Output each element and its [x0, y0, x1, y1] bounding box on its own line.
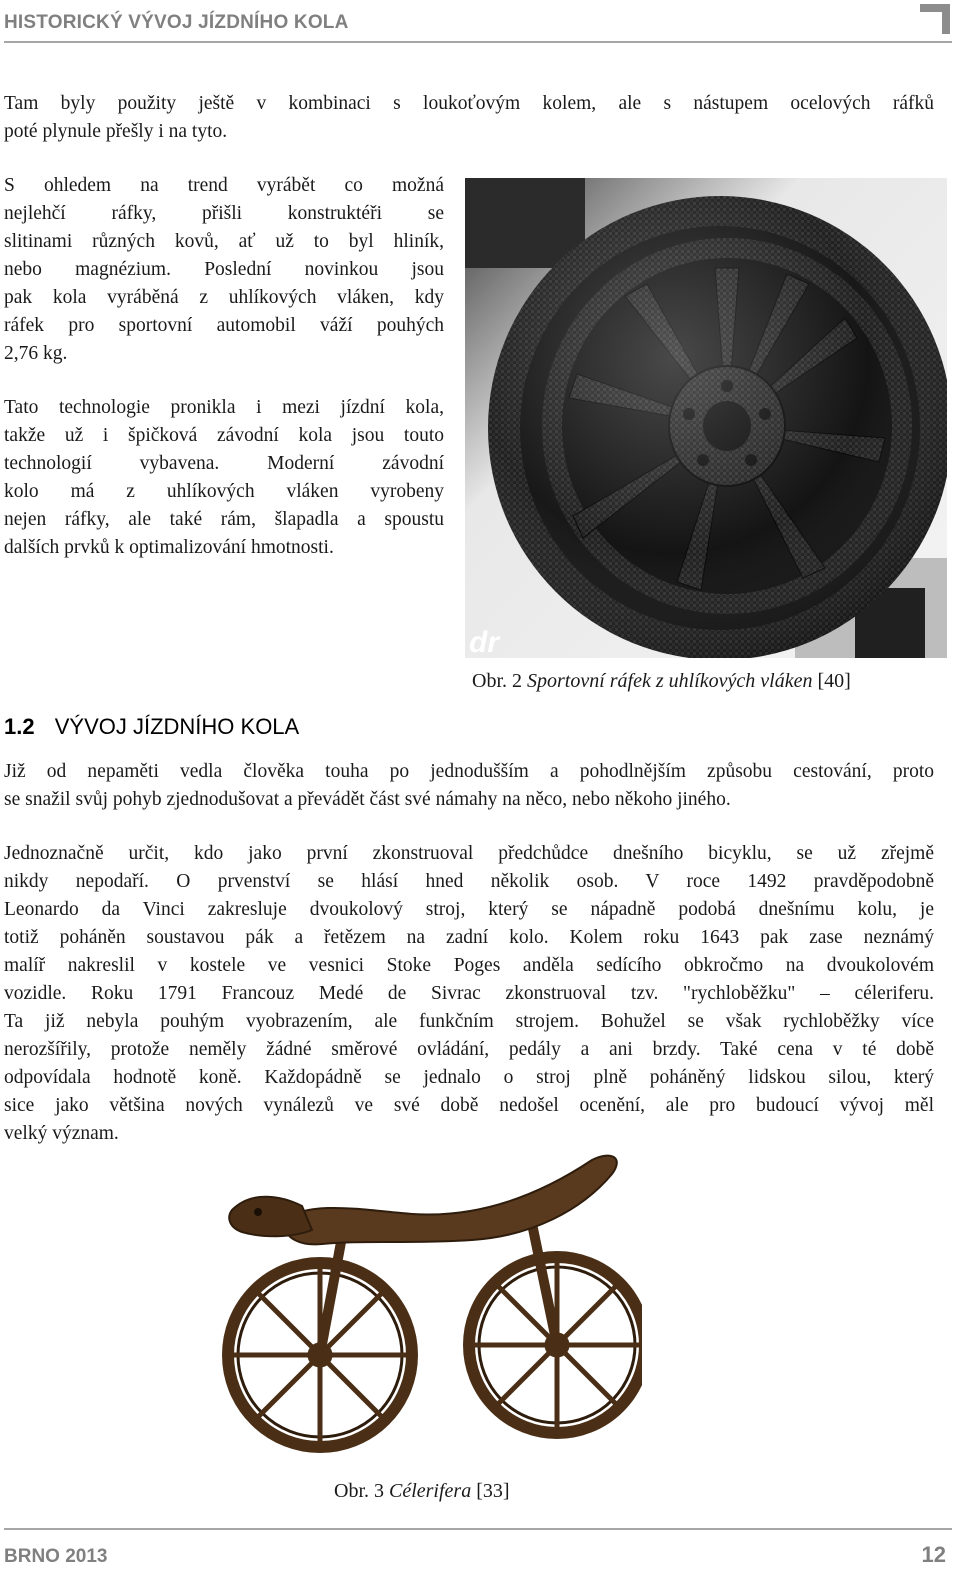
text-line: malíř nakreslil v kostele ve vesnici Stoke Poges anděla sedícího obkročmo na dvoukolovém — [4, 955, 934, 976]
caption-prefix: Obr. 2 — [472, 670, 527, 692]
footer-location-year: BRNO 2013 — [4, 1546, 108, 1567]
text-line: Již od nepaměti vedla člověka touha po jednodušším a pohodlnějším způsobu cestování, proto — [4, 761, 934, 782]
text-line: se snažil svůj pohyb zjednodušovat a převádět část své námahy na něco, nebo někoho jiného. — [4, 789, 731, 810]
text-line: velký význam. — [4, 1123, 119, 1144]
intro-paragraph — [4, 90, 934, 146]
photo-watermark: dr — [469, 626, 499, 658]
celerifere-photo — [212, 1140, 642, 1472]
text-line: vozidle. Roku 1791 Francouz Medé de Sivrac zkonstruoval tzv. "rychloběžku" – céleriferu. — [4, 983, 934, 1004]
caption-reference: [40] — [812, 670, 851, 692]
section-number: 1.2 — [4, 714, 35, 739]
header-rule — [4, 41, 952, 43]
text-line: takže už i špičková závodní kola jsou touto — [4, 425, 444, 446]
figure-2-caption — [472, 670, 851, 693]
text-line: Leonardo da Vinci zakresluje dvoukolový stroj, který se nápadně podobá dnešnímu kolu, je — [4, 899, 934, 920]
text-line: nebo magnézium. Poslední novinkou jsou — [4, 259, 444, 280]
carbon-wheel-photo — [465, 178, 947, 658]
text-line: nikdy nepodaří. O prvenství se hlásí hned několik osob. V roce 1492 pravděpodobně — [4, 871, 934, 892]
page-number: 12 — [921, 1542, 946, 1567]
section-title: VÝVOJ JÍZDNÍHO KOLA — [54, 714, 300, 739]
text-line: 2,76 kg. — [4, 343, 68, 364]
figure-3-caption — [334, 1480, 510, 1503]
text-line: dalších prvků k optimalizování hmotnosti. — [4, 537, 334, 558]
text-line: totiž poháněn soustavou pák a řetězem na zadní kolo. Kolem roku 1643 pak zase neznámý — [4, 927, 934, 948]
text-line: nejen ráfky, ale také rám, šlapadla a spoustu — [4, 509, 444, 530]
text-line: technologií vybavena. Moderní závodní — [4, 453, 444, 474]
caption-prefix: Obr. 3 — [334, 1480, 389, 1502]
text-line: Tam byly použity ještě v kombinaci s loukoťovým kolem, ale s nástupem ocelových ráfků — [4, 93, 934, 114]
text-line: S ohledem na trend vyrábět co možná — [4, 175, 444, 196]
section-heading — [4, 714, 299, 740]
text-line: Tato technologie pronikla i mezi jízdní kola, — [4, 397, 444, 418]
footer-rule — [4, 1528, 952, 1530]
text-line: kolo má z uhlíkových vláken vyrobeny — [4, 481, 444, 502]
text-line: Jednoznačně určit, kdo jako první zkonstruoval předchůdce dnešního bicyklu, se už zřejmě — [4, 843, 934, 864]
text-line: ráfek pro sportovní automobil váží pouhých — [4, 315, 444, 336]
text-line: slitinami různých kovů, ať už to byl hliník, — [4, 231, 444, 252]
running-header-title: HISTORICKÝ VÝVOJ JÍZDNÍHO KOLA — [4, 12, 349, 33]
text-line: odpovídala hodnotě koně. Každopádně se jednalo o stroj plně poháněný lidskou silou, který — [4, 1067, 934, 1088]
text-line: poté plynule přešly i na tyto. — [4, 121, 228, 142]
text-line: nejlehčí ráfky, přišli konstruktéři se — [4, 203, 444, 224]
technology-paragraph — [4, 394, 444, 562]
text-line: nerozšířily, protože neměly žádné směrové ovládání, pedály a ani brzdy. Také cena v té době — [4, 1039, 934, 1060]
rims-paragraph — [4, 172, 444, 368]
text-line: pak kola vyráběná z uhlíkových vláken, kdy — [4, 287, 444, 308]
desire-paragraph — [4, 758, 934, 814]
history-paragraph — [4, 840, 934, 1148]
page-corner-icon — [918, 2, 952, 36]
text-line: Ta již nebyla pouhým vyobrazením, ale funkčním strojem. Bohužel se však rychloběžky více — [4, 1011, 934, 1032]
caption-title: Célerifera — [389, 1480, 472, 1502]
caption-reference: [33] — [471, 1480, 510, 1502]
text-line: sice jako většina nových vynálezů ve své době nedošel ocenění, ale pro budoucí vývoj měl — [4, 1095, 934, 1116]
caption-title: Sportovní ráfek z uhlíkových vláken — [527, 670, 813, 692]
